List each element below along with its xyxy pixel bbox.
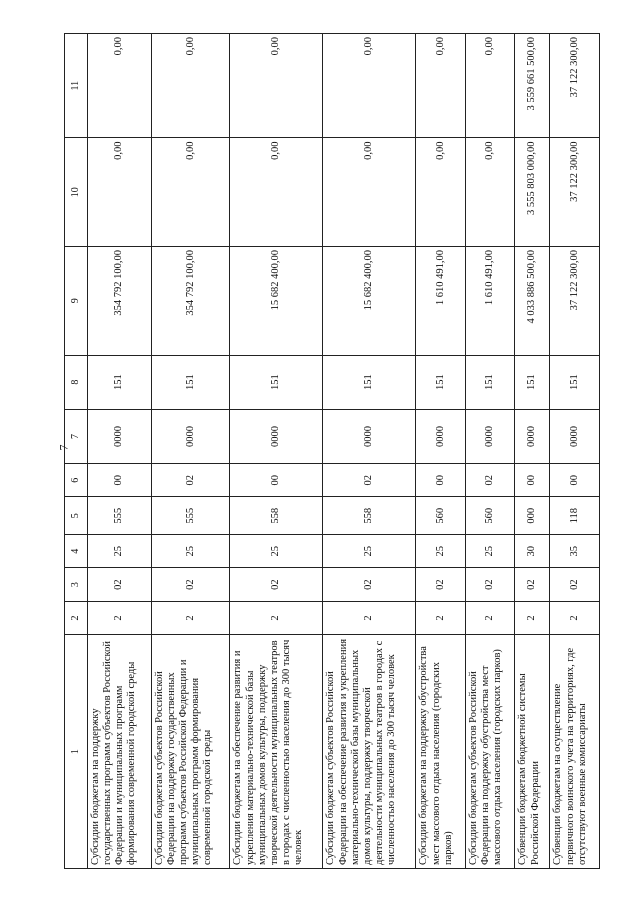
cell-c8: 151	[152, 355, 230, 409]
cell-c10: 0,00	[230, 138, 323, 247]
cell-name: Субсидии бюджетам субъектов Российской Федерации на поддержку обустройства мест массового отдыха населения (городских парков)	[465, 635, 515, 869]
header-cell-8: 8	[65, 355, 88, 409]
cell-c10: 0,00	[323, 138, 416, 247]
cell-name: Субсидии бюджетам субъектов Российской Федерации на поддержку государственных программ субъектов Российской Федерации и муниципальных программ формирования современной городской среды	[152, 635, 230, 869]
cell-c5: 560	[416, 497, 466, 535]
cell-c5: 555	[152, 497, 230, 535]
cell-c3: 02	[88, 568, 152, 601]
cell-c4: 35	[550, 535, 600, 568]
cell-c8: 151	[515, 355, 550, 409]
table-row	[230, 34, 323, 869]
cell-name: Субсидии бюджетам на обеспечение развития и укрепления материально-технической базы муниципальных домов культуры, поддержку творческой деятельности муниципальных театров в городах с численностью населения до 300 тысяч человек	[230, 635, 323, 869]
table-row	[465, 34, 515, 869]
cell-c7: 0000	[323, 409, 416, 463]
page-number: 7	[56, 444, 71, 451]
cell-name: Субсидии бюджетам на поддержку государственных программ субъектов Российской Федерации и муниципальных программ формирования современной городской среды	[88, 635, 152, 869]
cell-c10: 37 122 300,00	[550, 138, 600, 247]
cell-c2: 2	[416, 601, 466, 634]
cell-name: Субвенции бюджетам на осуществление первичного воинского учета на территориях, где отсутствуют военные комиссариаты	[550, 635, 600, 869]
cell-c7: 0000	[230, 409, 323, 463]
cell-c7: 0000	[465, 409, 515, 463]
header-cell-9: 9	[65, 246, 88, 355]
cell-c9: 15 682 400,00	[323, 246, 416, 355]
header-cell-3: 3	[65, 568, 88, 601]
cell-c10: 3 555 803 000,00	[515, 138, 550, 247]
budget-table	[64, 33, 600, 869]
cell-c11: 0,00	[323, 34, 416, 138]
cell-c7: 0000	[152, 409, 230, 463]
cell-c4: 25	[88, 535, 152, 568]
cell-c9: 354 792 100,00	[88, 246, 152, 355]
cell-c3: 02	[323, 568, 416, 601]
header-cell-2: 2	[65, 601, 88, 634]
table-row	[323, 34, 416, 869]
cell-name: Субсидии бюджетам субъектов Российской Федерации на обеспечение развития и укрепления материально-технической базы муниципальных домов культуры, поддержку творческой деятельности муниципальных театров в городах с численностью населения до 300 тысяч человек	[323, 635, 416, 869]
cell-c8: 151	[323, 355, 416, 409]
cell-c4: 25	[465, 535, 515, 568]
header-cell-7: 7	[65, 409, 88, 463]
cell-c11: 0,00	[465, 34, 515, 138]
table-row	[88, 34, 152, 869]
cell-c4: 25	[323, 535, 416, 568]
cell-c11: 0,00	[416, 34, 466, 138]
cell-c5: 118	[550, 497, 600, 535]
cell-c9: 1 610 491,00	[416, 246, 466, 355]
cell-c6: 00	[230, 464, 323, 497]
cell-c2: 2	[152, 601, 230, 634]
rotated-table-wrapper	[64, 33, 600, 869]
table-row	[550, 34, 600, 869]
header-cell-11: 11	[65, 34, 88, 138]
cell-c9: 4 033 886 500,00	[515, 246, 550, 355]
cell-c8: 151	[88, 355, 152, 409]
cell-c7: 0000	[88, 409, 152, 463]
cell-c3: 02	[515, 568, 550, 601]
cell-c3: 02	[230, 568, 323, 601]
header-cell-6: 6	[65, 464, 88, 497]
cell-c7: 0000	[515, 409, 550, 463]
cell-c6: 02	[465, 464, 515, 497]
cell-c3: 02	[152, 568, 230, 601]
cell-c2: 2	[230, 601, 323, 634]
cell-c11: 0,00	[152, 34, 230, 138]
cell-c11: 0,00	[230, 34, 323, 138]
header-cell-4: 4	[65, 535, 88, 568]
cell-c8: 151	[416, 355, 466, 409]
table-row	[152, 34, 230, 869]
cell-c10: 0,00	[152, 138, 230, 247]
cell-c9: 15 682 400,00	[230, 246, 323, 355]
cell-c6: 00	[88, 464, 152, 497]
cell-c2: 2	[515, 601, 550, 634]
cell-c5: 560	[465, 497, 515, 535]
cell-c5: 000	[515, 497, 550, 535]
cell-c8: 151	[550, 355, 600, 409]
cell-c8: 151	[465, 355, 515, 409]
cell-c9: 354 792 100,00	[152, 246, 230, 355]
cell-c3: 02	[416, 568, 466, 601]
header-cell-5: 5	[65, 497, 88, 535]
cell-c2: 2	[550, 601, 600, 634]
cell-c5: 558	[323, 497, 416, 535]
cell-c10: 0,00	[88, 138, 152, 247]
cell-c9: 37 122 300,00	[550, 246, 600, 355]
cell-c6: 00	[416, 464, 466, 497]
cell-c10: 0,00	[465, 138, 515, 247]
cell-c5: 558	[230, 497, 323, 535]
cell-c5: 555	[88, 497, 152, 535]
cell-c9: 1 610 491,00	[465, 246, 515, 355]
header-cell-1: 1	[65, 635, 88, 869]
cell-c6: 02	[152, 464, 230, 497]
cell-c4: 25	[152, 535, 230, 568]
table-body	[88, 34, 600, 869]
document-stage	[64, 33, 600, 869]
cell-c7: 0000	[416, 409, 466, 463]
cell-c4: 25	[230, 535, 323, 568]
cell-c4: 25	[416, 535, 466, 568]
cell-c11: 0,00	[88, 34, 152, 138]
cell-name: Субвенции бюджетам бюджетной системы Российской Федерации	[515, 635, 550, 869]
cell-c2: 2	[88, 601, 152, 634]
table-row	[416, 34, 466, 869]
cell-c8: 151	[230, 355, 323, 409]
table-row	[515, 34, 550, 869]
header-cell-10: 10	[65, 138, 88, 247]
cell-name: Субсидии бюджетам на поддержку обустройства мест массового отдыха населения (городских парков)	[416, 635, 466, 869]
cell-c3: 02	[465, 568, 515, 601]
cell-c10: 0,00	[416, 138, 466, 247]
cell-c6: 00	[550, 464, 600, 497]
cell-c2: 2	[465, 601, 515, 634]
cell-c11: 3 559 661 500,00	[515, 34, 550, 138]
cell-c6: 00	[515, 464, 550, 497]
cell-c11: 37 122 300,00	[550, 34, 600, 138]
cell-c7: 0000	[550, 409, 600, 463]
cell-c6: 02	[323, 464, 416, 497]
cell-c2: 2	[323, 601, 416, 634]
cell-c3: 02	[550, 568, 600, 601]
header-row	[65, 34, 88, 869]
cell-c4: 30	[515, 535, 550, 568]
